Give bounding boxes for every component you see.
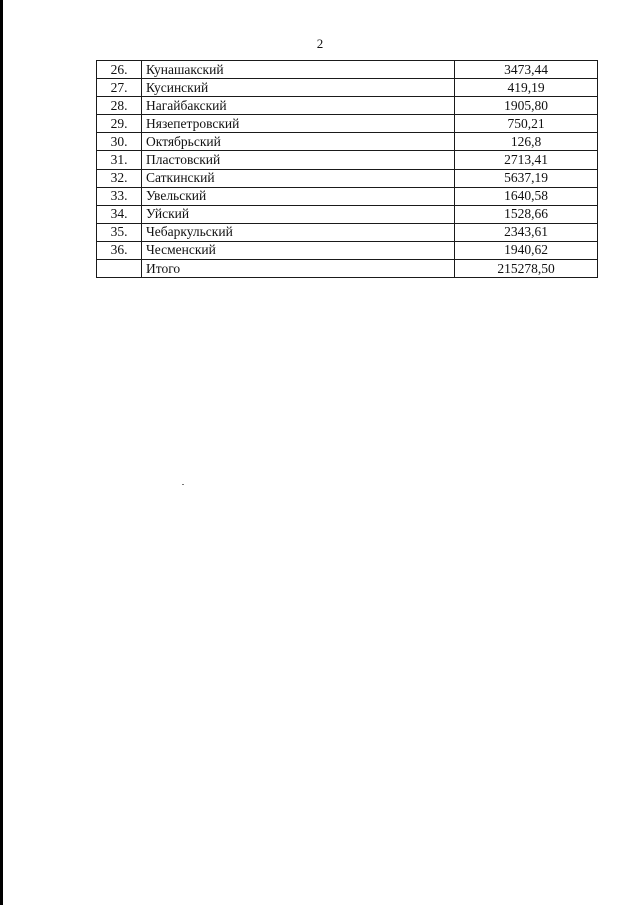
row-number: 28. xyxy=(97,97,142,115)
table-row xyxy=(97,151,598,169)
district-name: Нязепетровский xyxy=(142,115,455,133)
district-name: Нагайбакский xyxy=(142,97,455,115)
district-value: 1640,58 xyxy=(455,187,598,205)
row-number: 35. xyxy=(97,223,142,241)
district-value: 1905,80 xyxy=(455,97,598,115)
table-row xyxy=(97,205,598,223)
district-name: Пластовский xyxy=(142,151,455,169)
table-row xyxy=(97,61,598,79)
district-value: 2713,41 xyxy=(455,151,598,169)
district-value: 3473,44 xyxy=(455,61,598,79)
row-number: 31. xyxy=(97,151,142,169)
row-number: 30. xyxy=(97,133,142,151)
total-value: 215278,50 xyxy=(455,260,598,278)
district-value: 1528,66 xyxy=(455,205,598,223)
row-number: 26. xyxy=(97,61,142,79)
district-values-table xyxy=(96,60,598,278)
district-name: Кунашакский xyxy=(142,61,455,79)
district-name: Увельский xyxy=(142,187,455,205)
row-number: 33. xyxy=(97,187,142,205)
district-name: Октябрьский xyxy=(142,133,455,151)
scan-speck xyxy=(182,484,184,485)
district-value: 1940,62 xyxy=(455,241,598,259)
page-number: 2 xyxy=(316,36,324,51)
district-name: Уйский xyxy=(142,205,455,223)
table-row xyxy=(97,115,598,133)
district-name: Чесменский xyxy=(142,241,455,259)
table-row xyxy=(97,241,598,259)
district-value: 750,21 xyxy=(455,115,598,133)
district-value: 126,8 xyxy=(455,133,598,151)
district-value: 5637,19 xyxy=(455,169,598,187)
table-row xyxy=(97,133,598,151)
district-name: Саткинский xyxy=(142,169,455,187)
district-value: 419,19 xyxy=(455,79,598,97)
row-number: 34. xyxy=(97,205,142,223)
table-row xyxy=(97,79,598,97)
district-name: Чебаркульский xyxy=(142,223,455,241)
row-number: 36. xyxy=(97,241,142,259)
scan-left-edge xyxy=(0,0,3,905)
table-row xyxy=(97,223,598,241)
total-row xyxy=(97,260,598,278)
table-row xyxy=(97,97,598,115)
row-number: 29. xyxy=(97,115,142,133)
table-row xyxy=(97,169,598,187)
district-name: Кусинский xyxy=(142,79,455,97)
row-number: 32. xyxy=(97,169,142,187)
total-label: Итого xyxy=(142,260,455,278)
row-number: 27. xyxy=(97,79,142,97)
total-row-number xyxy=(97,260,142,278)
table-row xyxy=(97,187,598,205)
district-value: 2343,61 xyxy=(455,223,598,241)
